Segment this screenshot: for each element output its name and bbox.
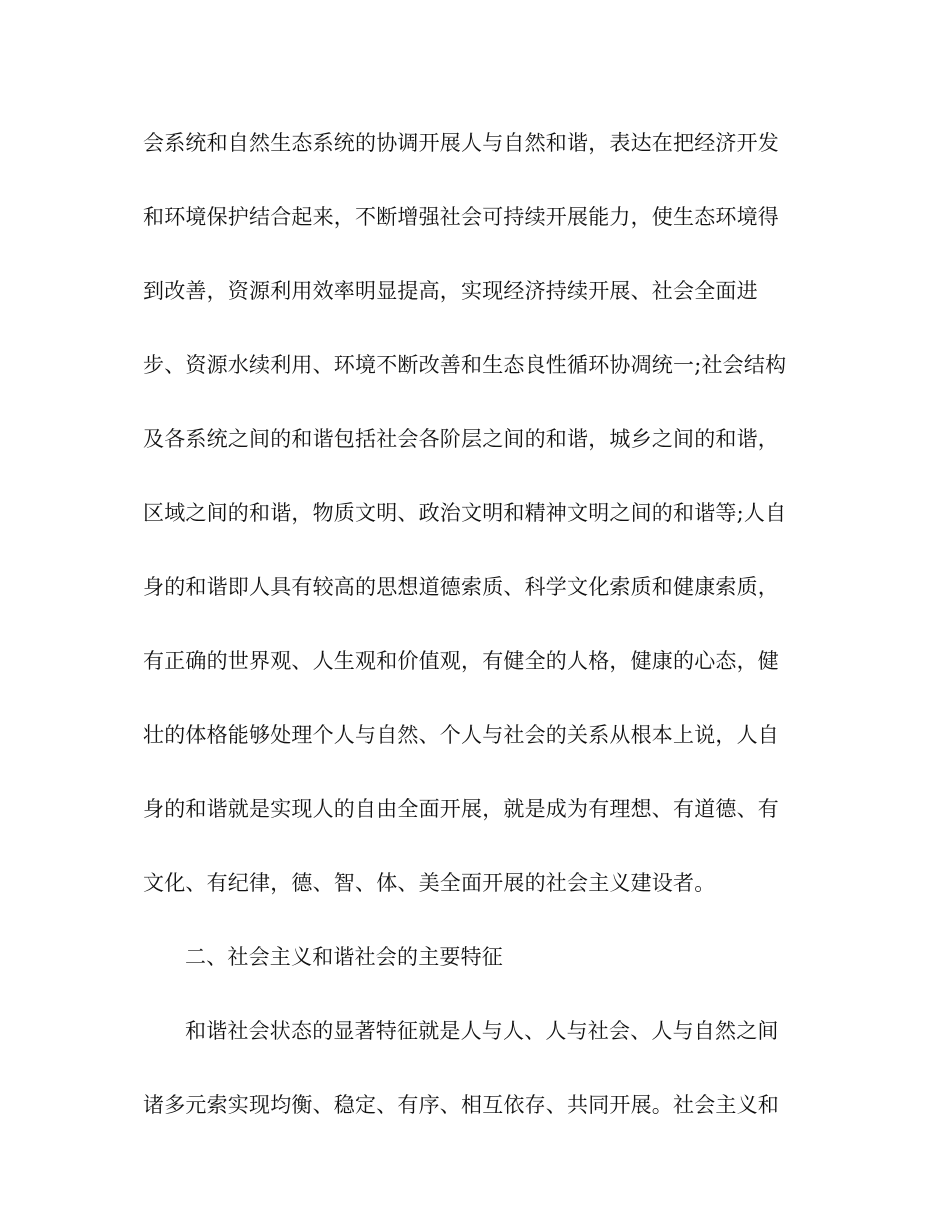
body-text-line: 区域之间的和谐，物质文明、政治文明和精神文明之间的和谐等;人自 — [143, 501, 787, 525]
body-text-line: 和谐社会状态的显著特征就是人与人、人与社会、人与自然之间 — [185, 1019, 779, 1043]
body-text-line: 诸多元索实现均衡、稳定、有序、相互依存、共同开展。社会主义和 — [143, 1093, 779, 1117]
body-text-line: 和环境保护结合起来，不断增强社会可持续开展能力，使生态环境得 — [143, 205, 779, 229]
body-text-line: 壮的体格能够处理个人与自然、个人与社会的关系从根本上说，人自 — [143, 723, 779, 747]
body-text-line: 会系统和自然生态系统的协调开展人与自然和谐，表达在把经济开发 — [143, 131, 779, 155]
section-heading: 二、社会主义和谐社会的主要特征 — [185, 945, 503, 969]
body-text-line: 身的和谐即人具有较高的思想道德索质、科学文化索质和健康索质， — [143, 575, 779, 599]
body-text-line: 到改善，资源利用效率明显提高，实现经济持续开展、社会全面进 — [143, 279, 758, 303]
body-text-line: 有正确的世界观、人生观和价值观，有健全的人格，健康的心态，健 — [143, 649, 779, 673]
body-text-line: 身的和谐就是实现人的自由全面开展，就是成为有理想、有道德、有 — [143, 797, 779, 821]
body-text-line: 及各系统之间的和谐包括社会各阶层之间的和谐，城乡之间的和谐， — [143, 427, 779, 451]
body-text-line: 文化、有纪律，德、智、体、美全面开展的社会主义建设者。 — [143, 871, 716, 895]
body-text-line: 步、资源水续利用、环境不断改善和生态良性循环协凋统一;社会结构 — [143, 353, 787, 377]
